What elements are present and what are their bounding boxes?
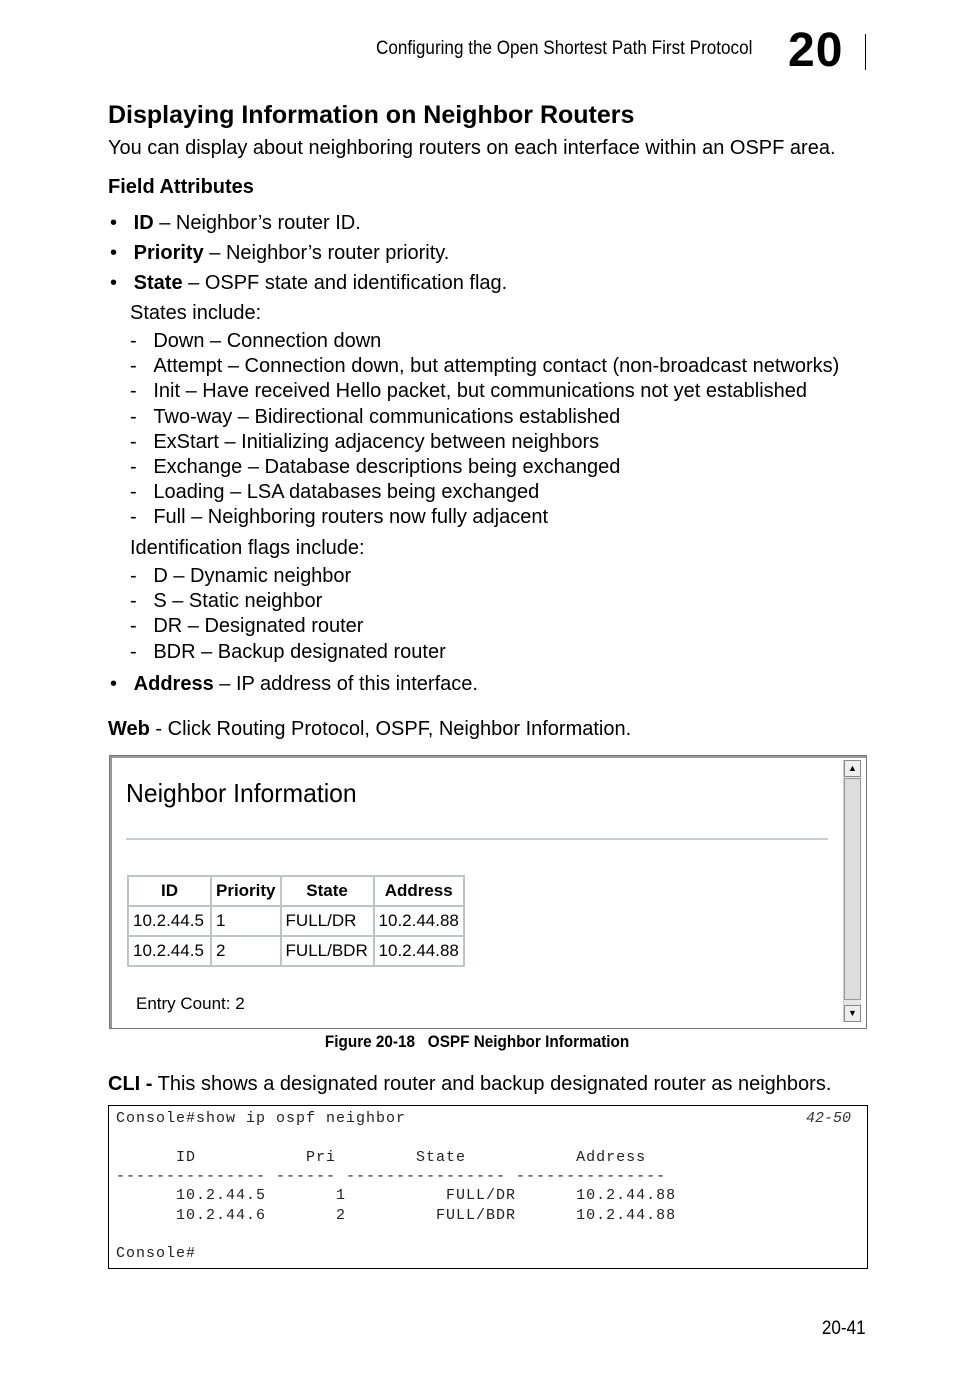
flag-list-item: - DR – Designated router — [130, 615, 364, 638]
column-header-address: Address — [374, 876, 464, 906]
cli-instruction — [108, 1072, 831, 1096]
web-desc: - Click Routing Protocol, OSPF, Neighbor Information. — [149, 718, 632, 740]
state-list-item: - Full – Neighboring routers now fully adjacent — [130, 506, 549, 529]
neighbor-information-screenshot — [109, 755, 867, 1029]
vertical-scrollbar[interactable] — [843, 760, 861, 1022]
column-header-id: ID — [128, 876, 211, 906]
state-list-item: - Attempt – Connection down, but attempting contact (non-broadcast networks) — [130, 355, 840, 378]
state-list-item: - Two-way – Bidirectional communications established — [130, 405, 621, 428]
chapter-title: Configuring the Open Shortest Path First Protocol — [376, 38, 753, 59]
bullet-desc: – IP address of this interface. — [213, 673, 478, 695]
cli-line: 10.2.44.6 2 FULL/BDR 10.2.44.88 — [116, 1206, 677, 1224]
cli-line: --------------- ------ ---------------- --------------- — [116, 1167, 667, 1185]
state-list-item-text: Init – Have received Hello packet, but communications not yet established — [153, 380, 808, 403]
bullet-term: Priority — [133, 242, 204, 264]
state-list-item-text: Two-way – Bidirectional communications established — [153, 405, 621, 428]
cli-desc: This shows a designated router and backup designated router as neighbors. — [152, 1073, 832, 1095]
cli-line: 10.2.44.5 1 FULL/DR 10.2.44.88 — [116, 1187, 677, 1205]
field-attributes-heading: Field Attributes — [108, 176, 254, 198]
flag-list-item: - BDR – Backup designated router — [130, 640, 446, 663]
bullet-desc: – OSPF state and identification flag. — [182, 272, 508, 294]
chapter-divider — [865, 34, 866, 70]
state-list-item: - Down – Connection down — [130, 330, 382, 352]
state-list-item-text: Attempt – Connection down, but attempting contact (non-broadcast networks) — [153, 355, 840, 378]
scrollbar-thumb[interactable] — [844, 778, 861, 1000]
cell-address: 10.2.44.88 — [374, 906, 464, 936]
cell-id: 10.2.44.5 — [128, 936, 211, 966]
bullet-id: • ID – Neighbor’s router ID. — [110, 212, 361, 234]
bullet-desc: – Neighbor’s router priority. — [203, 242, 450, 264]
figure-page-title: Neighbor Information — [126, 778, 357, 808]
state-list-item-text: Exchange – Database descriptions being exchanged — [153, 456, 621, 478]
flag-list-item-text: BDR – Backup designated router — [153, 640, 446, 663]
cell-state: FULL/BDR — [281, 936, 374, 966]
page-number: 20-41 — [822, 1318, 866, 1339]
table-header-row — [128, 876, 464, 906]
bullet-address: • Address – IP address of this interface. — [110, 673, 478, 695]
cli-line: ID Pri State Address — [116, 1148, 647, 1166]
cell-priority: 1 — [211, 906, 281, 936]
table-row — [128, 906, 464, 936]
cli-line: Console# — [116, 1245, 197, 1263]
flag-list-item: - S – Static neighbor — [130, 590, 323, 613]
state-list-item-text: ExStart – Initializing adjacency between neighbors — [153, 430, 600, 453]
bullet-desc: – Neighbor’s router ID. — [153, 212, 361, 234]
state-list-item: - Init – Have received Hello packet, but communications not yet established — [130, 380, 808, 403]
bullet-term: State — [133, 272, 183, 294]
figure-caption-text: Figure 20-18 OSPF Neighbor Information — [324, 1032, 630, 1051]
states-label: States include: — [130, 302, 262, 324]
scroll-up-arrow-icon[interactable]: ▲ — [844, 760, 861, 777]
state-list-item-text: Loading – LSA databases being exchanged — [153, 481, 540, 504]
table-row — [128, 936, 464, 966]
web-instruction — [108, 717, 631, 741]
state-list-item: - ExStart – Initializing adjacency between neighbors — [130, 430, 600, 453]
section-title: Displaying Information on Neighbor Routers — [108, 101, 635, 129]
intro-text: You can display about neighboring routers on each interface within an OSPF area. — [108, 137, 836, 159]
cell-state: FULL/DR — [281, 906, 374, 936]
cli-line: Console#show ip ospf neighbor — [116, 1110, 407, 1127]
flag-list-item-text: DR – Designated router — [153, 615, 364, 638]
cli-term: CLI - — [108, 1073, 153, 1095]
bullet-state: • State – OSPF state and identification flag. — [110, 272, 508, 294]
figure-divider — [126, 838, 828, 840]
chapter-number: 20 — [788, 24, 844, 77]
cell-priority: 2 — [211, 936, 281, 966]
column-header-state: State — [281, 876, 374, 906]
web-term: Web — [108, 718, 150, 740]
flag-list-item-text: S – Static neighbor — [153, 590, 323, 613]
bullet-term: ID — [133, 212, 154, 234]
state-list-item-text: Full – Neighboring routers now fully adjacent — [153, 506, 549, 529]
bullet-term: Address — [133, 673, 214, 695]
figure-caption — [0, 1032, 954, 1052]
flags-label: Identification flags include: — [130, 537, 365, 559]
command-reference: 42-50 — [805, 1110, 851, 1127]
state-list-item: - Exchange – Database descriptions being exchanged — [130, 456, 621, 478]
state-list-item-text: Down – Connection down — [153, 330, 382, 352]
column-header-priority: Priority — [211, 876, 281, 906]
flag-list-item-text: D – Dynamic neighbor — [153, 565, 352, 587]
scroll-down-arrow-icon[interactable]: ▼ — [844, 1005, 861, 1022]
entry-count: Entry Count: 2 — [136, 994, 245, 1013]
neighbor-table — [127, 875, 465, 967]
cell-id: 10.2.44.5 — [128, 906, 211, 936]
bullet-priority: • Priority – Neighbor’s router priority. — [110, 242, 450, 264]
cli-example-box — [108, 1105, 868, 1269]
state-list-item: - Loading – LSA databases being exchanged — [130, 481, 540, 504]
cell-address: 10.2.44.88 — [374, 936, 464, 966]
flag-list-item: - D – Dynamic neighbor — [130, 565, 352, 587]
